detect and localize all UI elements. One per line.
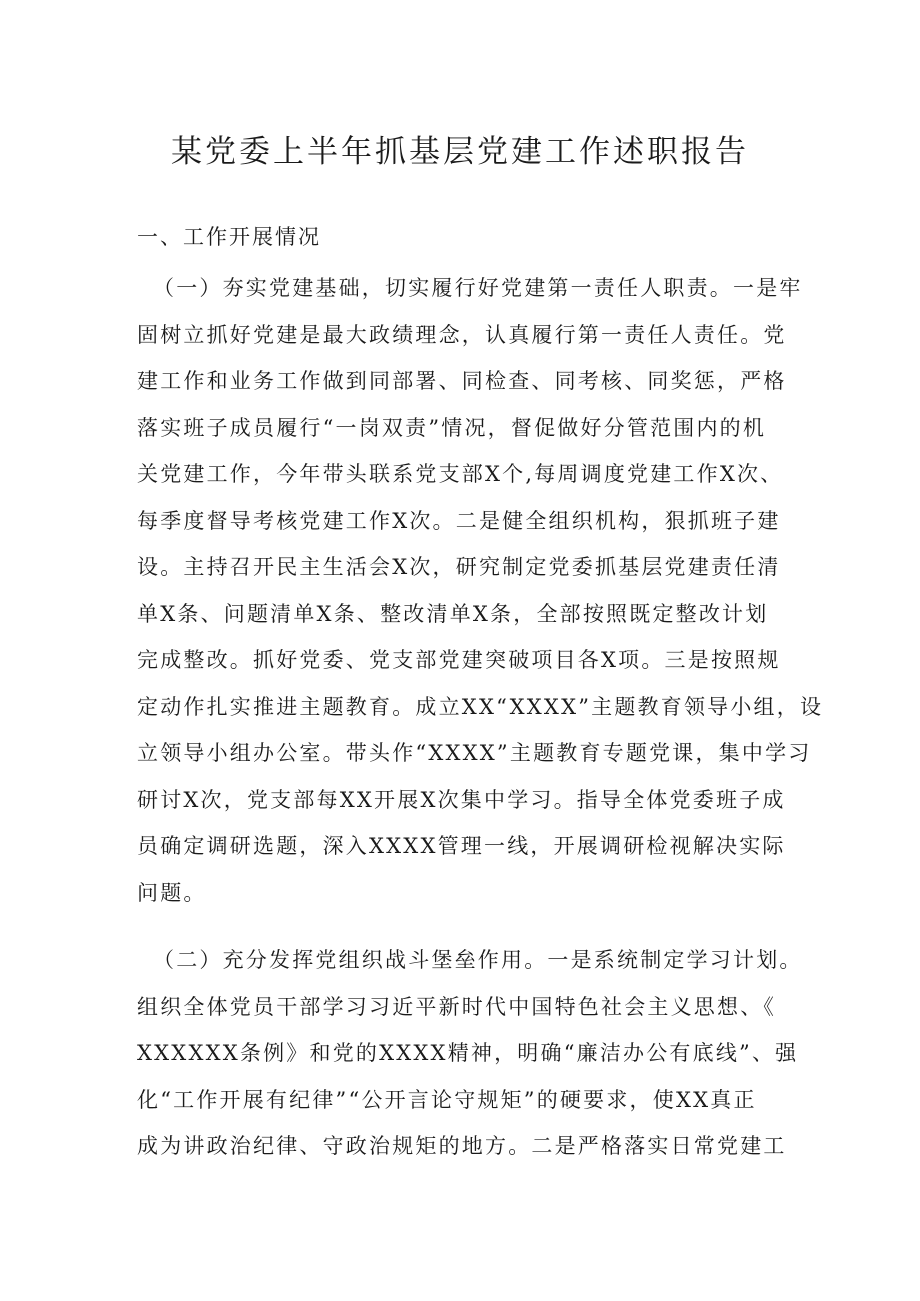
paragraph-line: 固树立抓好党建是最大政绩理念，认真履行第一责任人责任。党 [137, 322, 787, 347]
paragraph-line: 组织全体党员干部学习习近平新时代中国特色社会主义思想、《 [137, 994, 777, 1019]
paragraph-2 [137, 937, 803, 1170]
paragraph-line: 研讨X次，党支部每XX开展X次集中学习。指导全体党委班子成 [137, 787, 786, 812]
paragraph-line: 关党建工作，今年带头联系党支部X个,每周调度党建工作X次、 [137, 462, 784, 486]
paragraph-line: 化“工作开展有纪律”“公开言论守规矩”的硬要求，使XX真正 [137, 1087, 757, 1112]
paragraph-line: 单X条、问题清单X条、整改清单X条，全部按照既定整改计划 [137, 601, 769, 626]
paragraph-line: （二）充分发挥党组织战斗堡垒作用。一是系统制定学习计划。 [153, 948, 803, 972]
paragraph-1 [137, 265, 824, 916]
document-title: 某党委上半年抓基层党建工作述职报告 [171, 134, 749, 170]
paragraph-line: 建工作和业务工作做到同部署、同检查、同考核、同奖惩，严格 [137, 369, 787, 393]
paragraph-line: 定动作扎实推进主题教育。成立XX“XXXX”主题教育领导小组，设 [137, 694, 824, 719]
paragraph-line: 立领导小组办公室。带头作“XXXX”主题教育专题党课，集中学习 [137, 741, 812, 765]
paragraph-line: 问题。 [137, 880, 207, 905]
paragraph-line: 每季度督导考核党建工作X次。二是健全组织机构，狠抓班子建 [137, 508, 781, 533]
paragraph-line: 设。主持召开民主生活会X次，研究制定党委抓基层党建责任清 [137, 555, 781, 579]
paragraph-line: （一）夯实党建基础，切实履行好党建第一责任人职责。一是牢 [153, 276, 803, 300]
paragraph-line: 完成整改。抓好党委、党支部党建突破项目各X项。三是按照规 [137, 648, 781, 672]
paragraph-line: 落实班子成员履行“一岗双责”情况，督促做好分管范围内的机 [137, 415, 767, 440]
paragraph-line: XXXXXX条例》和党的XXXX精神，明确“廉洁办公有底线”、强 [137, 1041, 799, 1065]
paragraph-line: 员确定调研选题，深入XXXX管理一线，开展调研检视解决实际 [137, 834, 786, 858]
paragraph-line: 成为讲政治纪律、守政治规矩的地方。二是严格落实日常党建工 [137, 1134, 787, 1158]
section-heading: 一、工作开展情况 [137, 225, 321, 249]
